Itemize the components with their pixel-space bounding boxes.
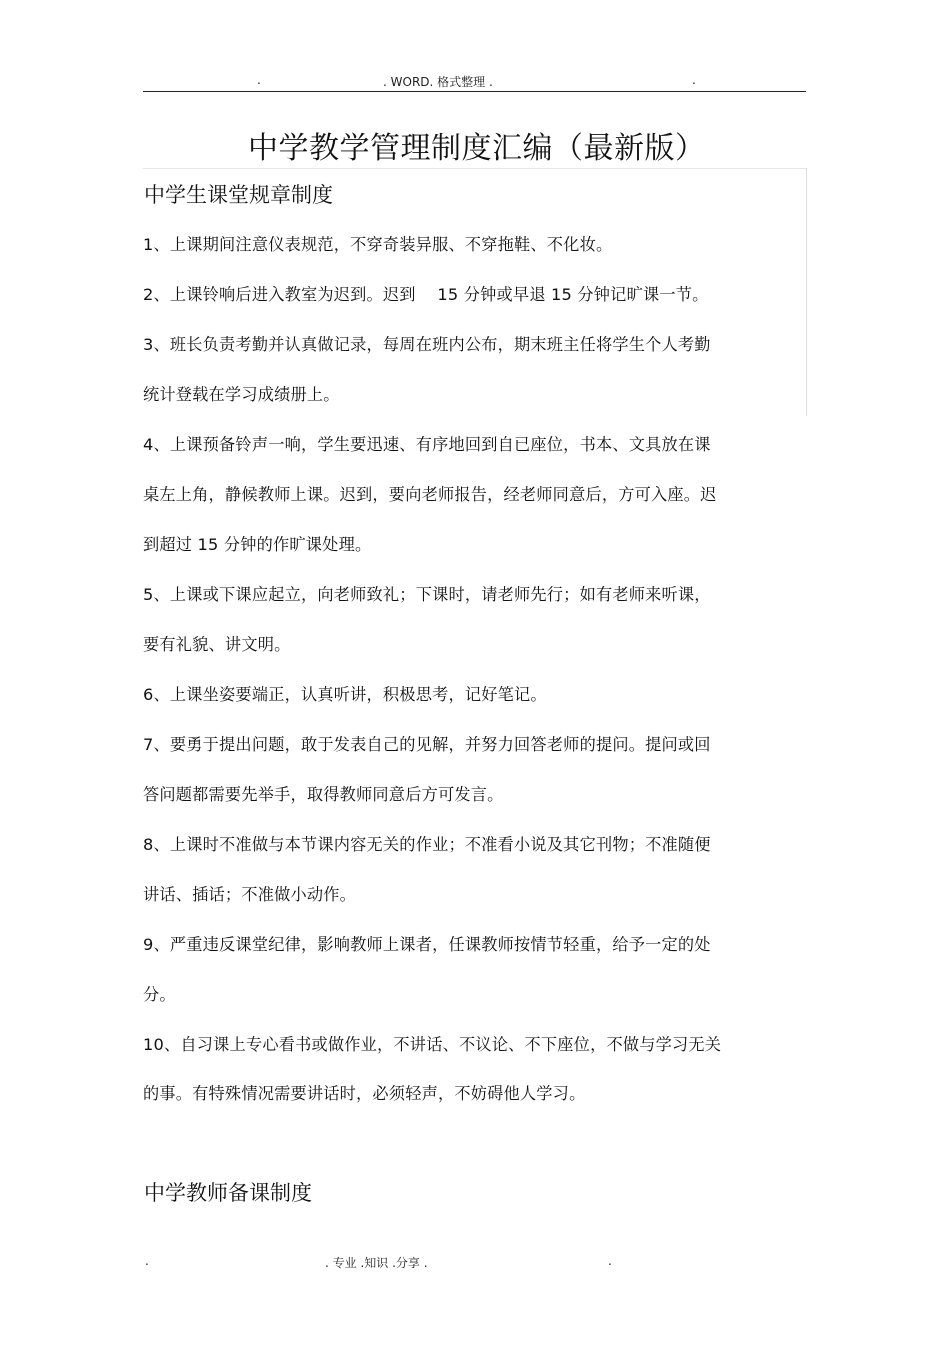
header-right-dot: . <box>692 73 696 87</box>
rule-line: 6、上课坐姿要端正，认真听讲，积极思考，记好笔记。 <box>143 685 547 704</box>
rule-line: 讲话、插话；不准做小动作。 <box>143 885 357 904</box>
rule-line: 8、上课时不准做与本节课内容无关的作业；不准看小说及其它刊物；不准随便 <box>143 835 711 854</box>
rule-line: 1、上课期间注意仪表规范，不穿奇装异服、不穿拖鞋、不化妆。 <box>143 235 613 254</box>
header-left-dot: . <box>257 73 261 87</box>
rule-line: 要有礼貌、讲文明。 <box>143 635 291 654</box>
rule-line: 7、要勇于提出问题，敢于发表自己的见解，并努力回答老师的提问。提问或回 <box>143 735 711 754</box>
rule-line: 5、上课或下课应起立，向老师致礼；下课时，请老师先行；如有老师来听课， <box>143 585 711 604</box>
rule-line: 10、自习课上专心看书或做作业，不讲话、不议论、不下座位，不做与学习无关 <box>143 1035 722 1054</box>
rule-line: 答问题都需要先举手，取得教师同意后方可发言。 <box>143 785 504 804</box>
header-rule <box>143 91 806 92</box>
footer-left-dot: . <box>145 1254 149 1268</box>
rule-line: 到超过 15 分钟的作旷课处理。 <box>143 535 372 554</box>
rule-line: 2、上课铃响后进入教室为迟到。迟到 15 分钟或早退 15 分钟记旷课一节。 <box>143 285 709 304</box>
section-heading-classroom-rules: 中学生课堂规章制度 <box>144 183 333 207</box>
header-text: . WORD. 格式整理 . <box>383 75 493 89</box>
rule-line: 的事。有特殊情况需要讲话时，必须轻声，不妨碍他人学习。 <box>143 1084 586 1103</box>
rule-line: 统计登载在学习成绩册上。 <box>143 385 340 404</box>
rule-line: 4、上课预备铃声一响，学生要迅速、有序地回到自已座位，书本、文具放在课 <box>143 435 711 454</box>
rule-line: 3、班长负责考勤并认真做记录，每周在班内公布，期末班主任将学生个人考勤 <box>143 335 711 354</box>
text-box-top-border <box>143 168 806 169</box>
rule-line: 9、严重违反课堂纪律，影响教师上课者，任课教师按情节轻重，给予一定的处 <box>143 935 711 954</box>
text-box-right-border <box>806 168 807 416</box>
section-heading-lesson-prep: 中学教师备课制度 <box>144 1181 312 1205</box>
footer-text: . 专业 .知识 .分享 . <box>325 1256 428 1270</box>
rule-line: 桌左上角，静候教师上课。迟到，要向老师报告，经老师同意后，方可入座。迟 <box>143 485 717 504</box>
rule-line: 分。 <box>143 985 176 1004</box>
footer-right-dot: . <box>608 1254 612 1268</box>
document-title: 中学教学管理制度汇编（最新版） <box>248 131 706 166</box>
